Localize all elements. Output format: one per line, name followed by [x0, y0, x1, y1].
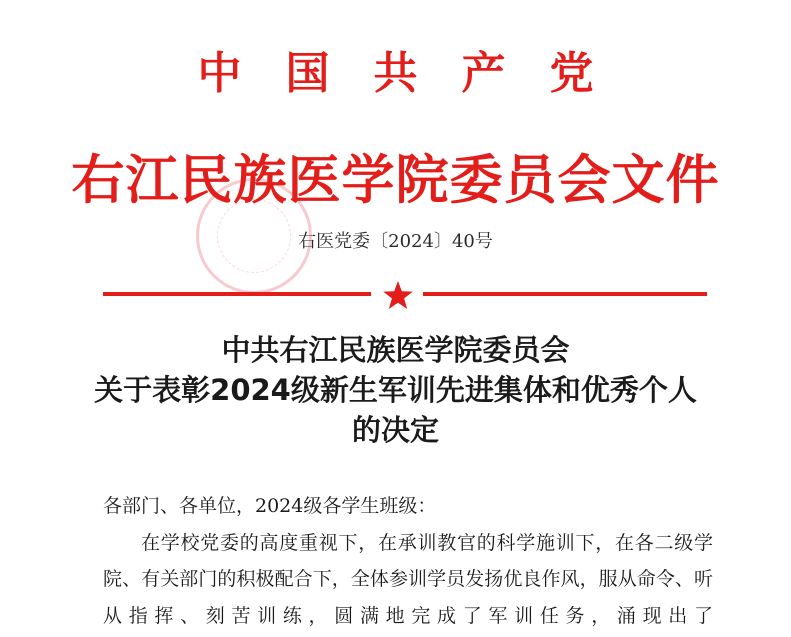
document-body — [103, 488, 713, 634]
salutation: 各部门、各单位，2024级各学生班级： — [103, 495, 437, 517]
org-document-title: 右江民族医学院委员会文件 — [71, 150, 720, 211]
body-paragraph: 在学校党委的高度重视下，在承训教官的科学施训下，在各二级学院、有关部门的积极配合下，全体参训学员发扬优良作风，服从命令、听从指挥、刻苦训练，圆满地完成了军训任务，涌现出了 — [103, 531, 713, 627]
red-divider — [103, 282, 707, 306]
decision-title-line-1: 中共右江民族医学院委员会 — [221, 333, 570, 367]
star-icon — [382, 280, 414, 310]
party-title: 中国共产党 — [197, 48, 638, 99]
divider-line-right — [423, 292, 707, 296]
divider-line-left — [103, 292, 371, 296]
decision-title — [0, 330, 791, 450]
document-number: 右医党委〔2024〕40号 — [298, 231, 493, 252]
decision-title-line-3: 的决定 — [351, 413, 439, 447]
decision-title-line-2: 关于表彰2024级新生军训先进集体和优秀个人 — [94, 373, 697, 407]
